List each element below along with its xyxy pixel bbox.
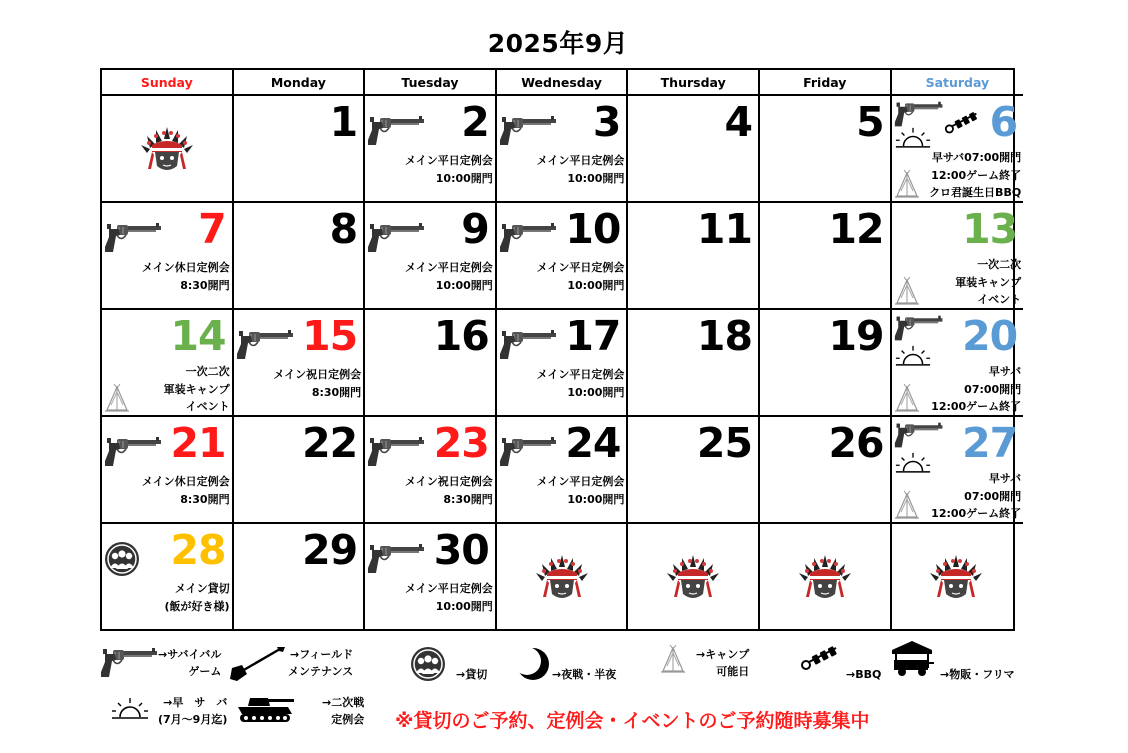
day-number: 6: [989, 98, 1018, 146]
legend-text: →サバイバル: [158, 648, 222, 661]
day-cell-13: [892, 203, 1024, 310]
day-cell-20: [892, 310, 1024, 417]
event-line: 10:00開門: [435, 171, 493, 185]
day-cell-4: [628, 96, 760, 203]
event-line: 10:00開門: [567, 278, 625, 292]
event-line: イベント: [185, 400, 230, 413]
day-number: 13: [962, 205, 1018, 253]
day-number: 29: [302, 526, 358, 574]
shovel-icon: [228, 646, 286, 682]
revolver-icon: [367, 542, 425, 576]
day-number: 20: [962, 312, 1018, 360]
legend-text: ゲーム: [188, 665, 222, 678]
revolver-icon: [104, 435, 162, 469]
day-cell-14: [102, 310, 234, 417]
legend-text: (7月〜9月迄): [158, 713, 228, 726]
event-line: メイン平日定例会: [536, 154, 625, 167]
event-info: [929, 149, 1021, 202]
day-number: 22: [302, 419, 358, 467]
legend-stall-label: [940, 666, 1015, 683]
day-cell-9: [365, 203, 497, 310]
day-cell-15: [234, 310, 366, 417]
day-cell-30: [365, 524, 497, 631]
weekday-header-monday: Monday: [234, 70, 366, 96]
day-number: 15: [302, 312, 358, 360]
event-line: 8:30開門: [180, 492, 230, 506]
event-info: [164, 363, 230, 416]
day-number: 25: [696, 419, 752, 467]
day-cell-22: [234, 417, 366, 524]
event-line: 10:00開門: [435, 599, 493, 613]
headdress-icon: [533, 553, 591, 603]
legend-text: →フィールド: [290, 648, 354, 661]
revolver-icon: [499, 114, 557, 148]
tent-icon: [894, 490, 920, 520]
headdress-icon: [927, 553, 985, 603]
moon-icon: [515, 646, 551, 682]
event-info: [931, 363, 1021, 416]
day-cell-26: [760, 417, 892, 524]
empty-cell: [102, 96, 234, 203]
revolver-icon: [104, 221, 162, 255]
headdress-icon: [138, 125, 196, 175]
event-info: [537, 473, 625, 508]
revolver-icon: [894, 421, 943, 450]
legend-text: 可能日: [716, 665, 750, 678]
event-line: 07:00開門: [964, 382, 1022, 396]
day-number: 11: [696, 205, 752, 253]
day-number: 1: [329, 98, 358, 146]
day-cell-11: [628, 203, 760, 310]
day-number: 18: [696, 312, 752, 360]
empty-cell: [760, 524, 892, 631]
event-line: 早サバ: [988, 472, 1022, 485]
sunrise-icon: [894, 126, 932, 149]
day-cell-2: [365, 96, 497, 203]
event-line: メイン休日定例会: [141, 475, 230, 488]
revolver-icon: [894, 314, 943, 343]
revolver-icon: [499, 328, 557, 362]
event-line: 12:00ゲーム終了: [931, 507, 1022, 520]
event-line: 8:30開門: [443, 492, 493, 506]
day-cell-3: [497, 96, 629, 203]
event-line: 早サバ07:00開門: [931, 151, 1022, 164]
event-line: 12:00ゲーム終了: [931, 400, 1022, 413]
day-cell-24: [497, 417, 629, 524]
event-info: [142, 473, 230, 508]
day-cell-19: [760, 310, 892, 417]
event-info: [142, 259, 230, 294]
event-line: メイン平日定例会: [405, 261, 493, 274]
headdress-icon: [664, 553, 722, 603]
revolver-icon: [236, 328, 294, 362]
event-info: [405, 473, 493, 508]
tent-icon: [104, 383, 130, 413]
day-cell-7: [102, 203, 234, 310]
legend-group-label: [456, 666, 487, 683]
weekday-header-wednesday: Wednesday: [497, 70, 629, 96]
day-number: 5: [856, 98, 884, 146]
legend-text: →二次戦: [322, 696, 365, 709]
event-line: イベント: [977, 293, 1022, 306]
event-line: メイン休日定例会: [141, 261, 230, 274]
day-number: 7: [198, 205, 226, 253]
day-number: 10: [565, 205, 621, 253]
weekday-header-thursday: Thursday: [628, 70, 760, 96]
sunrise-icon: [110, 696, 150, 720]
tent-icon: [894, 169, 920, 199]
day-cell-1: [234, 96, 366, 203]
event-line: 07:00開門: [964, 489, 1022, 503]
tent-icon: [894, 276, 920, 306]
day-number: 27: [962, 419, 1018, 467]
event-info: [955, 256, 1021, 309]
event-line: 8:30開門: [180, 278, 230, 292]
event-line: 10:00開門: [567, 492, 625, 506]
day-number: 30: [433, 526, 489, 574]
day-number: 26: [828, 419, 884, 467]
event-line: 10:00開門: [435, 278, 493, 292]
stall-icon: [888, 638, 936, 678]
event-line: メイン祝日定例会: [405, 475, 493, 488]
weekday-header-saturday: Saturday: [892, 70, 1024, 96]
legend-text: →夜戦・半夜: [552, 668, 617, 681]
day-cell-5: [760, 96, 892, 203]
day-number: 28: [170, 526, 226, 574]
revolver-icon: [894, 100, 943, 129]
event-info: [405, 259, 493, 294]
event-line: 一次二次: [977, 258, 1022, 271]
weekday-header-sunday: Sunday: [102, 70, 234, 96]
event-info: [405, 580, 493, 615]
tent-icon: [894, 383, 920, 413]
revolver-icon: [100, 646, 158, 680]
event-line: メイン平日定例会: [536, 475, 625, 488]
event-line: メイン貸切: [174, 582, 230, 595]
day-number: 23: [433, 419, 489, 467]
day-cell-10: [497, 203, 629, 310]
legend-text: →貸切: [456, 668, 488, 681]
event-line: 一次二次: [185, 365, 230, 378]
day-number: 24: [565, 419, 621, 467]
headdress-icon: [796, 553, 854, 603]
legend-tank-label: [322, 694, 364, 728]
legend-shovel-label: [288, 646, 353, 680]
day-cell-17: [497, 310, 629, 417]
reservation-notice: ※貸切のご予約、定例会・イベントのご予約随時募集中: [395, 710, 870, 732]
sunrise-icon: [894, 344, 932, 367]
sunrise-icon: [894, 451, 932, 474]
day-cell-16: [365, 310, 497, 417]
event-line: (飯が好き様): [164, 599, 230, 613]
calendar-title: 2025年9月: [487, 29, 629, 58]
revolver-icon: [499, 221, 557, 255]
event-line: 12:00ゲーム終了: [931, 168, 1022, 182]
weekday-header-tuesday: Tuesday: [365, 70, 497, 96]
day-number: 2: [461, 98, 489, 146]
weekday-header-friday: Friday: [760, 70, 892, 96]
day-cell-6: [892, 96, 1024, 203]
legend-bbq-label: [846, 666, 881, 683]
event-info: [273, 366, 361, 401]
day-cell-27: [892, 417, 1024, 524]
tank-icon: [236, 696, 296, 724]
event-line: クロ君誕生日BBQ: [929, 186, 1022, 199]
day-cell-29: [234, 524, 366, 631]
legend-sunrise-label: [158, 694, 227, 728]
day-number: 4: [724, 98, 752, 146]
day-number: 12: [828, 205, 884, 253]
day-cell-18: [628, 310, 760, 417]
revolver-icon: [367, 221, 425, 255]
event-line: 軍装キャンプ: [163, 382, 230, 396]
group-icon: [410, 646, 446, 682]
event-line: メイン平日定例会: [405, 154, 493, 167]
bbq-icon: [944, 110, 980, 135]
day-number: 16: [433, 312, 489, 360]
day-number: 8: [329, 205, 358, 253]
day-cell-28: [102, 524, 234, 631]
event-line: 10:00開門: [567, 171, 625, 185]
event-line: 8:30開門: [311, 385, 362, 399]
day-number: 9: [461, 205, 489, 253]
event-info: [537, 152, 625, 187]
legend-text: →早 サ バ: [163, 696, 228, 709]
event-info: [537, 259, 625, 294]
day-cell-12: [760, 203, 892, 310]
tent-icon: [660, 644, 686, 674]
legend-text: メンテナンス: [288, 665, 354, 678]
day-number: 19: [828, 312, 884, 360]
revolver-icon: [499, 435, 557, 469]
event-line: メイン平日定例会: [405, 582, 493, 595]
event-line: メイン平日定例会: [536, 261, 625, 274]
day-number: 14: [170, 312, 226, 360]
event-info: [931, 470, 1021, 523]
empty-cell: [628, 524, 760, 631]
calendar-grid: [100, 68, 1022, 631]
legend-tent-label: [696, 646, 749, 680]
event-info: [165, 580, 230, 615]
empty-cell: [497, 524, 629, 631]
day-cell-23: [365, 417, 497, 524]
event-line: メイン祝日定例会: [273, 368, 362, 381]
day-cell-21: [102, 417, 234, 524]
legend-text: →キャンプ: [696, 648, 750, 661]
day-number: 3: [592, 98, 621, 146]
legend-text: →物販・フリマ: [940, 668, 1015, 681]
day-number: 21: [170, 419, 226, 467]
revolver-icon: [367, 435, 425, 469]
day-cell-8: [234, 203, 366, 310]
event-line: メイン平日定例会: [536, 368, 625, 381]
empty-cell: [892, 524, 1024, 631]
group-icon: [104, 541, 140, 577]
legend: [0, 636, 1128, 753]
legend-revolver-label: [158, 646, 221, 680]
legend-moon-label: [552, 666, 616, 683]
day-cell-25: [628, 417, 760, 524]
day-number: 17: [565, 312, 621, 360]
event-line: 10:00開門: [567, 385, 625, 399]
legend-text: →BBQ: [846, 668, 882, 681]
legend-text: 定例会: [331, 713, 365, 726]
bbq-icon: [800, 644, 840, 672]
event-line: 早サバ: [988, 365, 1022, 378]
event-line: 軍装キャンプ: [955, 275, 1022, 289]
event-info: [537, 366, 625, 401]
revolver-icon: [367, 114, 425, 148]
event-info: [405, 152, 493, 187]
